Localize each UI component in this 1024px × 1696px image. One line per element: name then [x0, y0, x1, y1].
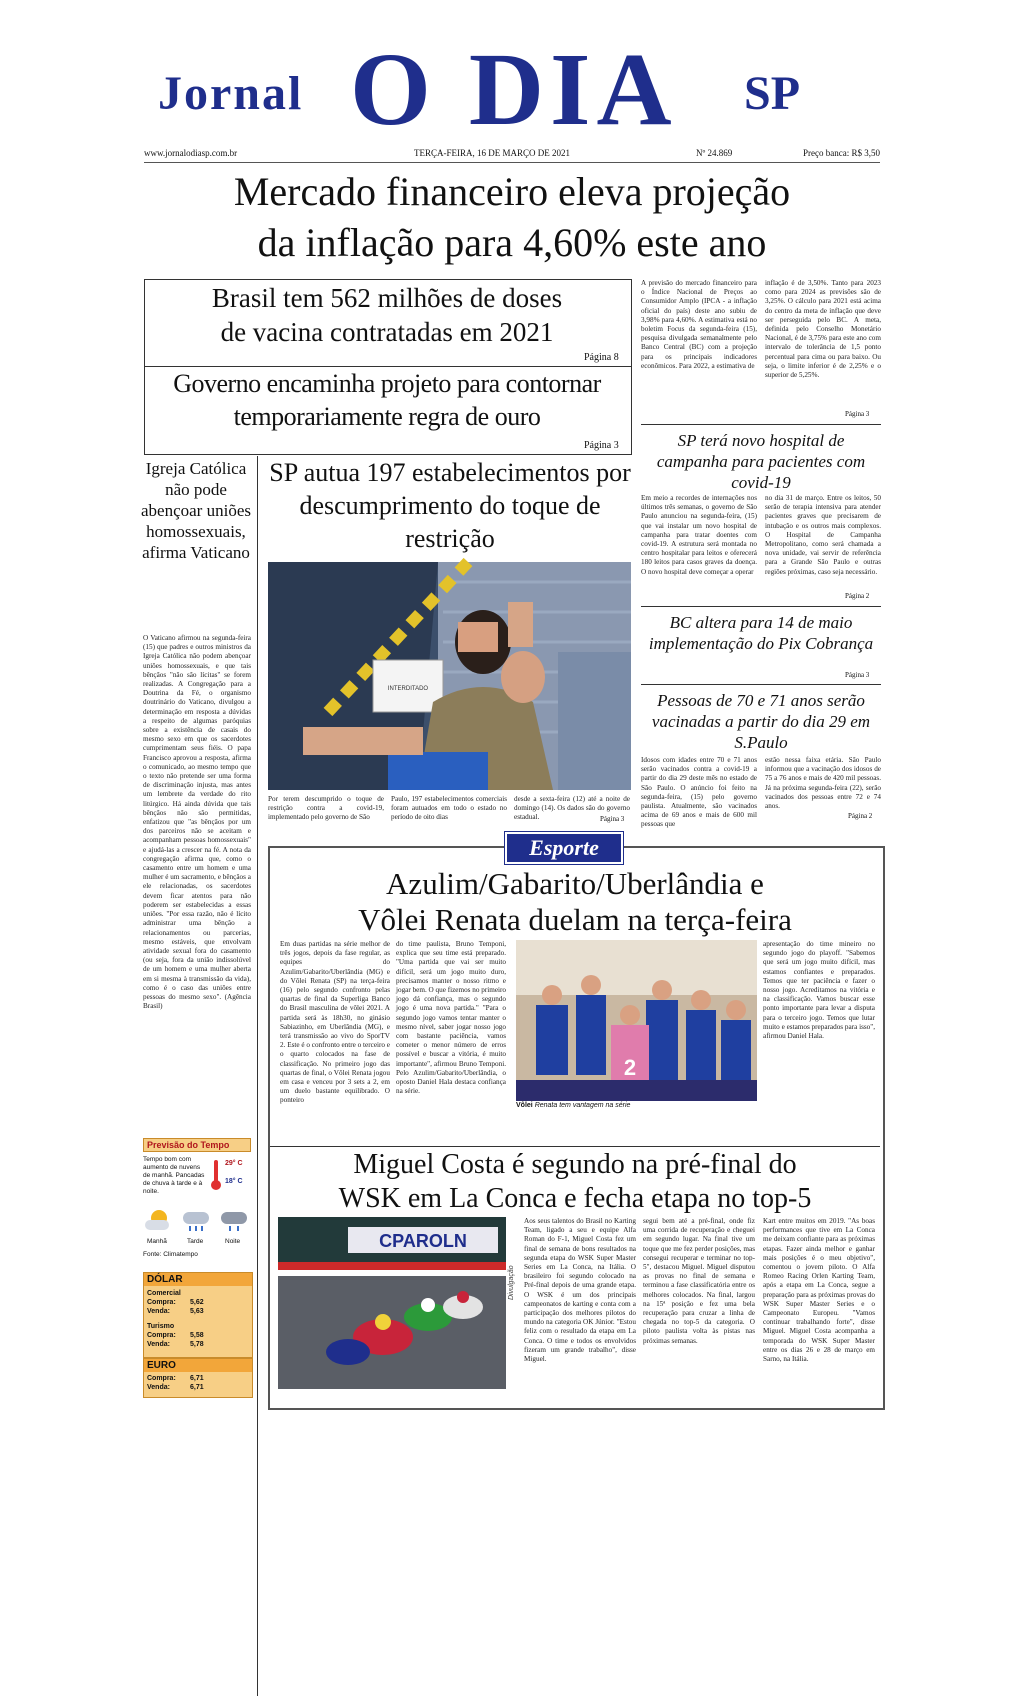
church-story-text: O Vaticano afirmou na segunda-feira (15) que padres e outros ministros da Igreja Católica não podem abençoar uniões homossexuais, e que tais bênçãos "não são lícitas" se forem realizadas. A Congregação para a Doutrina da Fé, o organismo doutrinário do Vaticano, divulgou a determinação em resposta a dúvidas a respeito de algumas paróquias sobre a existência de casais do mesmo sexo em que os sacerdotes cumprimentam seus fiéis. O papa Francisco aprovou a resposta, afirma o comunicado, ao mesmo tempo que o texto não pretende ser uma forma de discriminação injusta, mas antes um lembrete da verdade do rito litúrgico. Há ainda dúvida que tais bênçãos não são permitidas, enfatizou que "as bênçãos por um dos parceiros não se aceitam e acompanham pessoas homossexuais" e ajudá-las a crescer na fé. A nota da congregação afirma que, como o casamento entre um homem e uma mulher é um sacramento, e bênçãos a ele relacionadas, os sacerdotes devem ficar atentos para não poderem ser estabelecidas a essas uniões. "Por essa razão, não é lícito administrar uma bênção a relacionamentos ou parcerias, mesmo estáveis, que envolvam atividade sexual fora do casamento (ou seja, fora da união indissolúvel de um homem e uma mulher aberta em si mesma à transmissão da vida), como é o caso das uniões entre pessoas do mesmo sexo". (Agência Brasil) — [143, 634, 251, 1011]
sp-autua-caption-2: Paulo, 197 estabelecimentos comerciais foram autuados em todo o estado no período de oito dias — [391, 795, 507, 822]
bc-story-title[interactable]: BC altera para 14 de maio implementação do Pix Cobrança — [648, 613, 874, 653]
masthead-logo: O DIA — [350, 32, 678, 147]
masthead-jornal: Jornal — [158, 67, 304, 120]
dolar-comercial-label: Comercial — [147, 1290, 181, 1297]
sp-autua-caption-1: Por terem descumprido o toque de restrição contra a covid-19, implementado pelo governo de São — [268, 795, 384, 822]
storm-cloud-icon — [221, 1208, 249, 1232]
headline-line-2: da inflação para 4,60% este ano — [257, 220, 767, 266]
info-bar — [144, 148, 880, 163]
hospital-col-1: Em meio a recordes de internações nos últimos três semanas, o governo de São Paulo anunciou na segunda-feira, (15) que vai instalar um novo hospital de campanha para tratar doentes com covid-19. A estrutura será montada no centro hospitalar para leitos e oferecerá 180 leitos para casos graves da doença. O novo hospital deve começar a operar — [641, 494, 757, 576]
euro-buy: 6,71 — [190, 1375, 204, 1382]
vaccine-story-title[interactable] — [144, 282, 630, 350]
inflation-page-ref: Página 3 — [845, 410, 870, 418]
rain-cloud-icon — [183, 1208, 211, 1232]
wsk-title-line-1: Miguel Costa é segundo na pré-final do — [353, 1149, 797, 1180]
weather-min: 18° C — [225, 1178, 243, 1185]
volei-col-1: Em duas partidas na série melhor de três jogos, depois da fase regular, as equipes do Azulim/Gabarito/Uberlândia (MG) e do Vôlei Renata (SP) na terça-feira (16) pelo segundo confronto pelas quartas de final da Superliga Banco do Brasil masculina de vôlei 2021. A partida será às 18h30, no ginásio Sabiazinho, em Uberlândia (MG), e terá transmissão ao vivo do SporTV 2. Este é o confronto entre o terceiro e o quarto colocados na fase de classificação. No primeiro jogo das quartas de final, o Vôlei Renata jogou em casa e venceu por 3 sets a 2, em um duelo bastante equilibrado. O ponteiro — [280, 940, 390, 1105]
volleyball-caption-text: Renata tem vantagem na série — [534, 1102, 631, 1109]
euro-box — [143, 1358, 253, 1398]
divider — [641, 606, 881, 607]
gov-title-line-2: temporariamente regra de ouro — [233, 401, 541, 431]
wsk-col-3: Kart entre muitos em 2019. "As boas performances que tive em La Conca me deixam confiante para as próximas etapas. Fazer ainda melhor e ganhar mais posições é o meu objetivo", comentou o jovem piloto. O Alfa Romeo Racing Orlen Karting Team, após a etapa em La Conca, segue a preparação para as próximas provas do WSK Super Master Series e o Campeonato Europeu. "Vamos continuar trabalhando forte", disse Miguel. Miguel Costa acompanha a temporada do WSK Super Master entre os dias 26 e 28 de março em Sarno, na Itália. — [763, 1217, 875, 1364]
divider — [144, 366, 631, 367]
dolar-turismo-sell-label: Venda: — [147, 1341, 170, 1348]
volleyball-caption — [516, 1102, 757, 1109]
euro-buy-label: Compra: — [147, 1375, 176, 1382]
jersey-number: 2 — [623, 1055, 637, 1080]
inflation-col-2: inflação é de 3,50%. Tanto para 2023 como para 2024 as previsões são de 3,25%. O cálculo para 2021 está acima do centro da meta de inflação que deve ser perseguida pelo BC. A meta, definida pelo Conselho Monetário Nacional, é de 3,75% para este ano com intervalo de tolerância de 1,5 ponto percentual para cima ou para baixo. Ou seja, o limite inferior é de 2,25% e o superior de 5,25%. — [765, 279, 881, 380]
main-headline — [144, 166, 880, 268]
gov-title-line-1: Governo encaminha projeto para contornar — [173, 369, 601, 398]
column-divider — [257, 456, 258, 1696]
inspection-illustration — [268, 562, 631, 790]
hospital-col-2: no dia 31 de março. Entre os leitos, 50 serão de terapia intensiva para atender pacientes graves que precisarem de intubação e os outros mais complexos. O Hospital de Campanha Metropolitano, como será chamada a nova unidade, vai servir de referência para a Grande São Paulo e outras regiões próximas, caso seja necessário. — [765, 494, 881, 576]
volei-col-3: apresentação do time mineiro no segundo jogo do playoff. "Sabemos que será um jogo muito difícil, mas estamos confiantes e preparados. Temos que ter paciência e fazer o nosso jogo. Acreditamos na vitória e na classificação. Vamos buscar esse ponto importante para levar a disputa para o terceiro jogo. Temos que lutar muito e estamos preparados para isso", afirmou Daniel Hala. — [763, 940, 875, 1041]
edition-number: Nº 24.869 — [696, 148, 733, 158]
dolar-turismo-buy: 5,58 — [190, 1332, 204, 1339]
weather-title: Previsão do Tempo — [143, 1138, 251, 1152]
sp-autua-caption-3: desde a sexta-feira (12) até a noite de domingo (14). Os dados são do governo estadual. — [514, 795, 630, 822]
dolar-turismo-label: Turismo — [147, 1323, 175, 1330]
wsk-col-1: Aos seus talentos do Brasil no Karting Team, ligado a seu e equipe Alfa Roman do F-1, Miguel Costa fez um final de semana de bons resultados na segunda etapa do WSK Super Master Series em La Conca, na Itália. O brasileiro foi segundo colocado na Pré-final depois de uma grande etapa. O WSK é um dos principais campeonatos de karting e conta com a participação dos melhores pilotos do mundo na categoria OK Júnior. "Estou feliz com o resultado da etapa em La Conca. O time e todos os envolvidos fizeram um grande trabalho", disse Miguel. — [524, 1217, 636, 1364]
karting-photo-credit: Divulgação — [508, 1265, 515, 1300]
dolar-turismo-buy-label: Compra: — [147, 1332, 176, 1339]
weather-max: 29° C — [225, 1160, 243, 1167]
church-story-title[interactable]: Igreja Católica não pode abençoar uniões homossexuais, afirma Vaticano — [141, 459, 251, 562]
bc-page-ref: Página 3 — [845, 671, 870, 679]
thermometer-icon — [211, 1160, 221, 1188]
masthead-sp: SP — [744, 67, 801, 120]
dolar-comercial-sell: 5,63 — [190, 1308, 204, 1315]
volleyball-photo — [516, 940, 757, 1101]
wsk-col-2: segui bem até a pré-final, onde fiz uma corrida de recuperação e cheguei em segundo lugar. Na final tive um toque que me fez perder posições, mas consegui recuperar e terminar no top-5", destacou Miguel. Miguel disputou as provas no final de semana e terminou a fase classificatória entre os melhores colocados. Na final, largou na 15ª posição e fez uma bela recuperação para cruzar a linha de chegada no top-5 da categoria. O piloto paulista volta às pistas nas próximas semanas. — [643, 1217, 755, 1345]
weather-box — [143, 1138, 251, 1268]
divider — [270, 1146, 880, 1147]
karting-illustration — [278, 1217, 506, 1389]
site-url[interactable]: www.jornalodiasp.com.br — [144, 148, 238, 158]
euro-title: EURO — [144, 1359, 252, 1372]
esporte-tab[interactable]: Esporte — [505, 832, 623, 864]
inflation-col-1: A previsão do mercado financeiro para o Índice Nacional de Preços ao Consumidor Amplo (IPCA - a inflação oficial do país) deste ano subiu de 3,98% para 4,60%. A estimativa está no boletim Focus da segunda-feira (15), pesquisa divulgada semanalmente pelo Banco Central (BC) com a projeção para os principais indicadores econômicos. Para 2022, a estimativa de — [641, 279, 757, 370]
dolar-comercial-sell-label: Venda: — [147, 1308, 170, 1315]
sp-autua-title[interactable]: SP autua 197 estabelecimentos por descumprimento do toque de restrição — [269, 458, 631, 553]
volleyball-caption-bold: Vôlei — [516, 1102, 533, 1109]
vaccine-title-line-1: Brasil tem 562 milhões de doses — [211, 283, 563, 313]
wsk-title-line-2: WSK em La Conca e fecha etapa no top-5 — [338, 1183, 812, 1214]
divider — [641, 424, 881, 425]
elderly-page-ref: Página 2 — [848, 812, 873, 820]
dolar-title: DÓLAR — [144, 1273, 252, 1286]
edition-date: TERÇA-FEIRA, 16 DE MARÇO DE 2021 — [414, 148, 571, 158]
euro-sell: 6,71 — [190, 1384, 204, 1391]
volei-title-line-1: Azulim/Gabarito/Uberlândia e — [386, 866, 764, 901]
sp-autua-page-ref: Página 3 — [600, 815, 625, 823]
volei-col-2: do time paulista, Bruno Temponi, explica que seu time está preparado. "Uma partida que vai ser muito difícil, será um jogo muito duro, precisamos manter o nosso ritmo e jogar bem. O que fizemos no primeiro jogo dá confiança, mas o segundo jogo é uma nova partida." "Para o segundo jogo vamos tentar manter o mesmo nível, saber jogar nosso jogo com bastante paciência, vamos cometer o menor número de erros possível e buscar a vitória, é muito importante", afirmou Bruno Temponi. Pelo Azulim/Gabarito/Uberlândia, o oposto Daniel Hala destaca confiança na série. — [396, 940, 506, 1096]
hospital-page-ref: Página 2 — [845, 592, 870, 600]
wsk-title[interactable] — [270, 1148, 880, 1216]
vaccine-title-line-2: de vacina contratadas em 2021 — [220, 316, 554, 347]
vaccine-page-ref: Página 8 — [584, 352, 619, 363]
sun-cloud-icon — [145, 1208, 173, 1232]
gov-story-title[interactable] — [144, 368, 630, 433]
gov-page-ref: Página 3 — [584, 440, 619, 451]
inspection-photo — [268, 562, 631, 790]
volei-title[interactable] — [270, 866, 880, 938]
interdiction-sign: INTERDITADO — [387, 686, 429, 692]
hospital-story-title[interactable]: SP terá novo hospital de campanha para pacientes com covid-19 — [656, 431, 866, 492]
weather-source: Fonte: Climatempo — [143, 1251, 198, 1258]
karting-photo — [278, 1217, 506, 1389]
period-night: Noite — [225, 1238, 241, 1245]
headline-line-1: Mercado financeiro eleva projeção — [233, 169, 791, 214]
dolar-comercial-buy: 5,62 — [190, 1299, 204, 1306]
volleyball-illustration — [516, 940, 757, 1101]
divider — [641, 684, 881, 685]
elderly-col-2: estão nessa faixa etária. São Paulo informou que a vacinação dos idosos de 75 a 76 anos e mais de 420 mil pessoas. Já na próxima segunda-feira (22), serão vacinados dos pessoas entre 72 e 74 anos. — [765, 756, 881, 811]
price: Preço banca: R$ 3,50 — [803, 148, 880, 158]
elderly-vaccine-title[interactable]: Pessoas de 70 e 71 anos serão vacinadas a partir do dia 29 em S.Paulo — [651, 691, 871, 752]
track-banner: CPAROLN — [379, 1231, 467, 1251]
elderly-col-1: Idosos com idades entre 70 e 71 anos serão vacinados contra a covid-19 a partir do dia 29 deste mês no estado de São Paulo. O anúncio foi feito na segunda-feira, (15) pelo governo paulista. Atualmente, são vacinados acima de 69 anos e mais de 600 mil pessoas que — [641, 756, 757, 829]
weather-summary: Tempo bom com aumento de nuvens de manhã. Pancadas de chuva à tarde e à noite. — [143, 1156, 205, 1195]
period-afternoon: Tarde — [187, 1238, 204, 1245]
dolar-box — [143, 1272, 253, 1358]
euro-sell-label: Venda: — [147, 1384, 170, 1391]
period-morning: Manhã — [147, 1238, 167, 1245]
volei-title-line-2: Vôlei Renata duelam na terça-feira — [358, 902, 792, 937]
dolar-comercial-buy-label: Compra: — [147, 1299, 176, 1306]
dolar-turismo-sell: 5,78 — [190, 1341, 204, 1348]
